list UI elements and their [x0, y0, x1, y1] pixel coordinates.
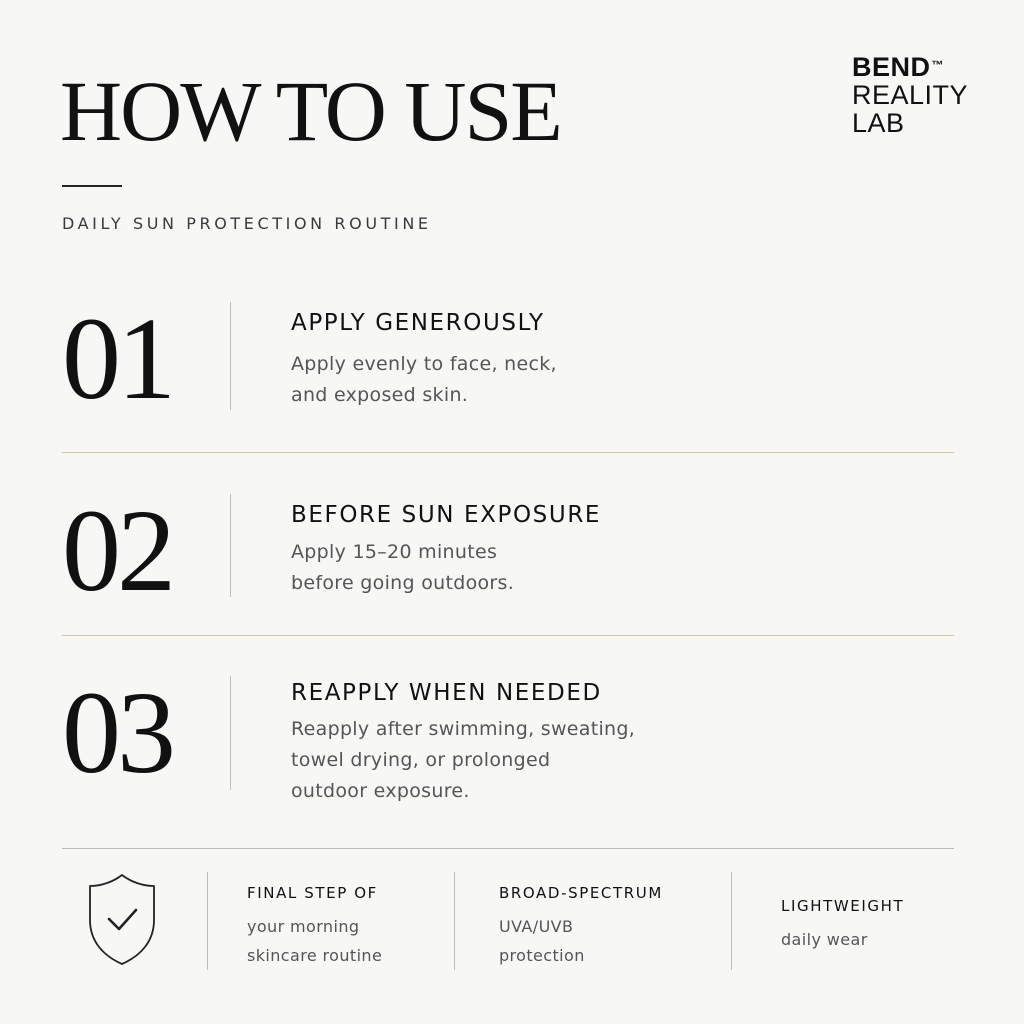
feature-divider: [731, 872, 732, 970]
page-title: HOW TO USE: [60, 63, 561, 159]
feature-description-line: skincare routine: [247, 946, 383, 965]
step-description: [291, 537, 514, 599]
feature-title: BROAD-SPECTRUM: [499, 884, 663, 902]
step-number: 02: [62, 485, 172, 616]
brand-logo-line-1: [852, 53, 968, 81]
feature-description: [781, 925, 904, 954]
brand-logo-line-2: REALITY: [852, 80, 969, 110]
step-divider: [230, 494, 231, 597]
feature-lightweight: [781, 896, 904, 954]
feature-broad-spectrum: [499, 883, 663, 970]
step-divider: [230, 676, 231, 790]
step-heading: BEFORE SUN EXPOSURE: [291, 502, 602, 528]
feature-description-line: daily wear: [781, 930, 868, 949]
step-description-line: outdoor exposure.: [291, 780, 470, 802]
brand-logo-line-3: LAB: [852, 108, 905, 138]
step-description: [291, 349, 557, 411]
feature-title: LIGHTWEIGHT: [781, 897, 905, 915]
step-description-line: Reapply after swimming, sweating,: [291, 718, 636, 740]
trademark-symbol: ™: [931, 58, 945, 72]
brand-logo: [852, 53, 968, 137]
step-number: 03: [62, 667, 172, 798]
step-divider: [230, 302, 231, 410]
shield-check-icon: [86, 872, 158, 968]
step-description: [291, 714, 635, 807]
section-divider: [62, 635, 954, 636]
feature-divider: [454, 872, 455, 970]
feature-final-step: [247, 883, 382, 970]
step-description-line: before going outdoors.: [291, 572, 515, 594]
feature-title: FINAL STEP OF: [247, 884, 378, 902]
features-divider: [62, 848, 954, 849]
feature-description: [247, 912, 382, 970]
step-number: 01: [62, 293, 172, 424]
step-description-line: Apply evenly to face, neck,: [291, 353, 557, 375]
step-description-line: Apply 15–20 minutes: [291, 541, 498, 563]
step-description-line: towel drying, or prolonged: [291, 749, 551, 771]
section-divider: [62, 452, 954, 453]
step-description-line: and exposed skin.: [291, 384, 469, 406]
brand-name: BEND: [852, 52, 931, 82]
feature-divider: [207, 872, 208, 970]
feature-description-line: UVA/UVB: [499, 917, 574, 936]
step-heading: APPLY GENEROUSLY: [291, 310, 545, 336]
step-heading: REAPPLY WHEN NEEDED: [291, 680, 602, 706]
feature-description: [499, 912, 663, 970]
feature-description-line: your morning: [247, 917, 360, 936]
title-underline: [62, 185, 122, 187]
feature-description-line: protection: [499, 946, 585, 965]
page-subtitle: DAILY SUN PROTECTION ROUTINE: [62, 214, 432, 233]
